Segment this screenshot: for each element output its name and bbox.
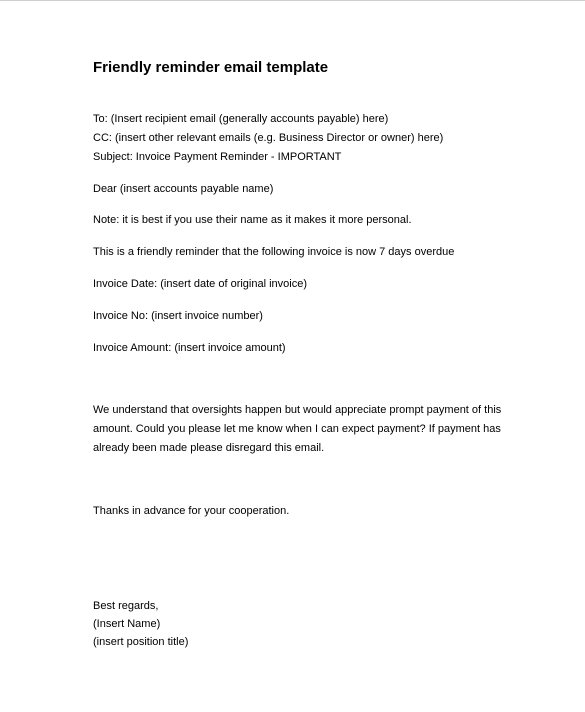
note-line: Note: it is best if you use their name as it makes it more personal. [93,214,412,226]
to-line: To: (Insert recipient email (generally accounts payable) here) [93,113,389,125]
salutation-line: Dear (insert accounts payable name) [93,183,274,195]
name-line: (Insert Name) [93,618,161,630]
cc-line: CC: (insert other relevant emails (e.g. Business Director or owner) here) [93,132,444,144]
invoice-date-line: Invoice Date: (insert date of original invoice) [93,278,307,290]
thanks-line: Thanks in advance for your cooperation. [93,505,290,517]
document-title: Friendly reminder email template [93,59,329,76]
subject-line: Subject: Invoice Payment Reminder - IMPORTANT [93,151,342,163]
invoice-number-line: Invoice No: (insert invoice number) [93,310,263,322]
body-paragraph: We understand that oversights happen but would appreciate prompt payment of this amount. Could you please let me know when I can expect payment? If payment has already been made please disregard this email. [93,404,502,454]
position-line: (insert position title) [93,636,189,648]
invoice-amount-line: Invoice Amount: (insert invoice amount) [93,342,286,354]
regards-line: Best regards, [93,600,159,612]
intro-line: This is a friendly reminder that the following invoice is now 7 days overdue [93,246,455,258]
